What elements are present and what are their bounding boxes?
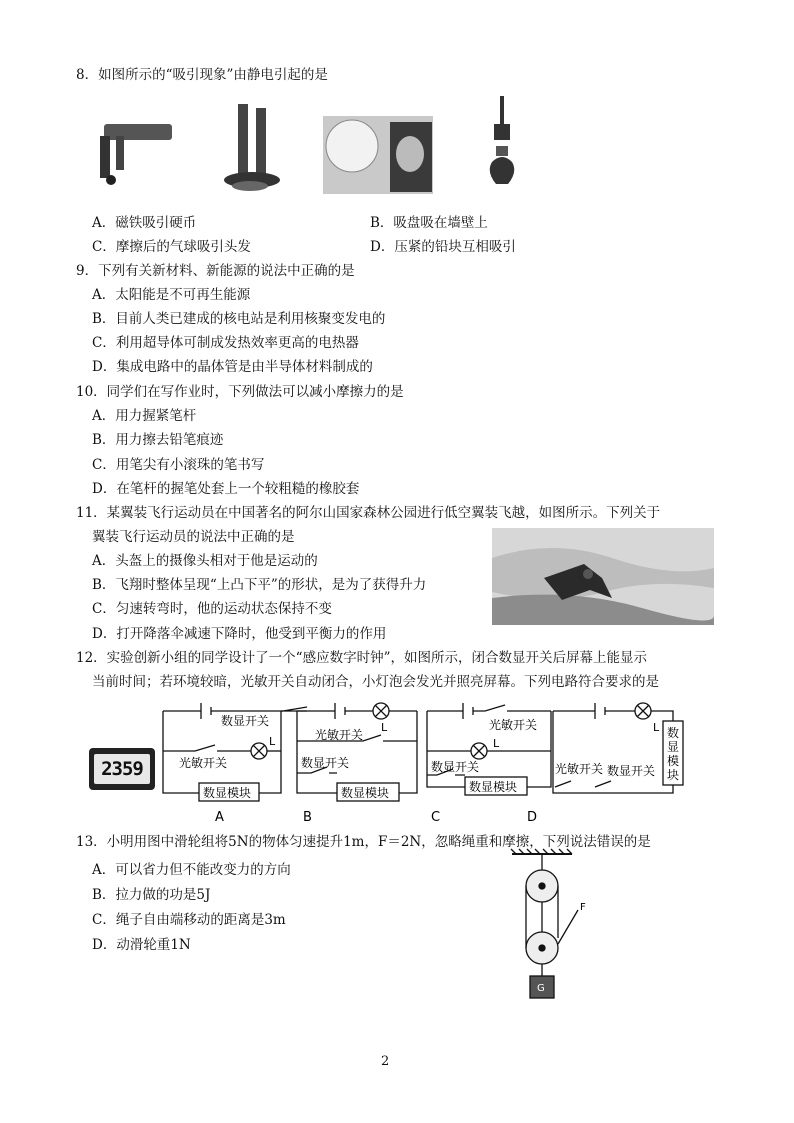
circuit-label-a: A <box>215 810 224 825</box>
circuit-a-sw-light: 光敏开关 <box>179 756 228 770</box>
circuit-d-sw-digital: 数显开关 <box>607 764 656 778</box>
circuit-b-sw-digital: 数显开关 <box>301 756 350 770</box>
page-number: 2 <box>381 1054 390 1069</box>
q12-stem-line1: 12．实验创新小组的同学设计了一个“感应数字时钟”，如图所示，闭合数显开关后屏幕上能显示 <box>76 650 647 666</box>
balloon-hair-photo <box>323 116 433 194</box>
force-label: F <box>580 902 586 913</box>
q10-stem: 10．同学们在写作业时，下列做法可以减小摩擦力的是 <box>76 384 404 400</box>
q11-option-c: C．匀速转弯时，他的运动状态保持不变 <box>92 601 332 617</box>
q9-option-c: C．利用超导体可制成发热效率更高的电热器 <box>92 335 359 351</box>
circuit-b-sw-light: 光敏开关 <box>315 728 364 742</box>
q8-stem: 8．如图所示的“吸引现象”由静电引起的是 <box>76 67 328 83</box>
circuit-b-module: 数显模块 <box>341 786 390 800</box>
circuit-c-module: 数显模块 <box>469 780 518 794</box>
q10-option-d: D．在笔杆的握笔处套上一个较粗糙的橡胶套 <box>92 481 360 497</box>
circuit-d-lamp: L <box>653 721 660 734</box>
q11-stem-line1: 11．某翼装飞行运动员在中国著名的阿尔山国家森林公园进行低空翼装飞越，如图所示。下列关于 <box>76 505 661 521</box>
circuit-label-c: C <box>431 810 441 825</box>
pulley-diagram <box>506 848 596 1002</box>
q11-option-d: D．打开降落伞减速下降时，他受到平衡力的作用 <box>92 626 387 642</box>
circuit-a-module: 数显模块 <box>203 786 252 800</box>
circuit-diagrams <box>155 697 695 825</box>
circuit-a-sw-digital: 数显开关 <box>221 714 270 728</box>
clock-display: 2359 <box>94 754 150 784</box>
q13-option-c: C．绳子自由端移动的距离是3m <box>92 912 286 928</box>
circuit-label-d: D <box>527 810 538 825</box>
circuit-d-sw-light: 光敏开关 <box>555 762 604 776</box>
q8-option-c: C．摩擦后的气球吸引头发 <box>92 239 251 255</box>
q13-stem: 13．小明用图中滑轮组将5N的物体匀速提升1m，F＝2N，忽略绳重和摩擦，下列说法错误的是 <box>76 834 651 850</box>
q8-option-a: A．磁铁吸引硬币 <box>92 215 197 231</box>
circuit-label-b: B <box>303 810 312 825</box>
circuit-d-module-char4: 块 <box>667 768 680 782</box>
circuit-d-module-char3: 模 <box>667 754 680 768</box>
q11-stem-line2: 翼装飞行运动员的说法中正确的是 <box>92 529 295 545</box>
circuit-d-module-char1: 数 <box>667 726 680 740</box>
q10-option-b: B．用力擦去铅笔痕迹 <box>92 432 224 448</box>
circuit-b-lamp: L <box>381 721 388 734</box>
q9-stem: 9．下列有关新材料、新能源的说法中正确的是 <box>76 263 355 279</box>
circuit-a-lamp: L <box>269 735 276 748</box>
q9-option-a: A．太阳能是不可再生能源 <box>92 287 251 303</box>
q9-option-b: B．目前人类已建成的核电站是利用核聚变发电的 <box>92 311 386 327</box>
q8-option-b: B．吸盘吸在墙壁上 <box>370 215 488 231</box>
free-rope-end <box>558 910 578 944</box>
q9-option-d: D．集成电路中的晶体管是由半导体材料制成的 <box>92 359 373 375</box>
q13-option-b: B．拉力做的功是5J <box>92 887 211 903</box>
weight-label: G <box>537 983 545 994</box>
q12-stem-line2: 当前时间；若环境较暗，光敏开关自动闭合，小灯泡会发光并照亮屏幕。下列电路符合要求的是 <box>92 674 659 690</box>
q8-figures <box>90 96 550 196</box>
q11-option-b: B．飞翔时整体呈现“上凸下平”的形状，是为了获得升力 <box>92 577 427 593</box>
q8-option-d: D．压紧的铅块互相吸引 <box>370 239 516 255</box>
circuit-d <box>553 703 683 793</box>
q13-option-d: D．动滑轮重1N <box>92 937 191 953</box>
circuit-c-lamp: L <box>493 737 500 750</box>
lead-blocks-photo <box>490 96 515 184</box>
digital-clock-photo <box>89 748 155 790</box>
circuit-d-module-char2: 显 <box>667 740 680 754</box>
suction-cup-photo <box>224 104 280 191</box>
wingsuit-photo <box>492 528 714 625</box>
circuit-c-sw-digital: 数显开关 <box>431 760 480 774</box>
q13-option-a: A．可以省力但不能改变力的方向 <box>92 862 291 878</box>
q11-option-a: A．头盔上的摄像头相对于他是运动的 <box>92 553 318 569</box>
magnet-coin-photo <box>100 124 172 185</box>
q10-option-c: C．用笔尖有小滚珠的笔书写 <box>92 457 265 473</box>
circuit-c-sw-light: 光敏开关 <box>489 718 538 732</box>
q10-option-a: A．用力握紧笔杆 <box>92 408 197 424</box>
